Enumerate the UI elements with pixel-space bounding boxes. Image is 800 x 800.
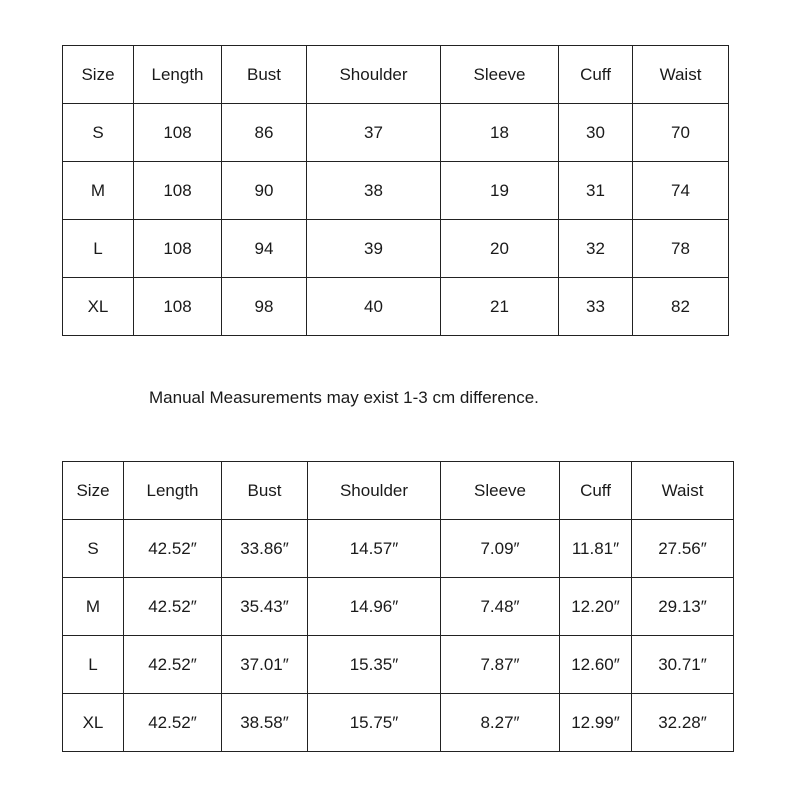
size-label-cell: XL bbox=[63, 278, 134, 336]
column-header: Waist bbox=[632, 462, 734, 520]
measurement-cell: 37 bbox=[307, 104, 441, 162]
table-row bbox=[63, 694, 734, 752]
measurement-cell: 35.43″ bbox=[222, 578, 308, 636]
measurement-cell: 8.27″ bbox=[441, 694, 560, 752]
measurement-cell: 37.01″ bbox=[222, 636, 308, 694]
size-label-cell: M bbox=[63, 578, 124, 636]
column-header: Shoulder bbox=[307, 46, 441, 104]
size-label-cell: S bbox=[63, 104, 134, 162]
measurement-cell: 108 bbox=[134, 278, 222, 336]
measurement-cell: 15.35″ bbox=[308, 636, 441, 694]
size-label-cell: L bbox=[63, 636, 124, 694]
column-header: Waist bbox=[633, 46, 729, 104]
header-row bbox=[63, 46, 729, 104]
measurement-cell: 27.56″ bbox=[632, 520, 734, 578]
size-chart-cm bbox=[62, 45, 729, 336]
measurement-cell: 33.86″ bbox=[222, 520, 308, 578]
measurement-cell: 86 bbox=[222, 104, 307, 162]
measurement-cell: 108 bbox=[134, 162, 222, 220]
measurement-cell: 15.75″ bbox=[308, 694, 441, 752]
table-row bbox=[63, 278, 729, 336]
column-header: Cuff bbox=[559, 46, 633, 104]
header-row bbox=[63, 462, 734, 520]
measurement-cell: 82 bbox=[633, 278, 729, 336]
measurement-cell: 20 bbox=[441, 220, 559, 278]
measurement-cell: 70 bbox=[633, 104, 729, 162]
measurement-cell: 30 bbox=[559, 104, 633, 162]
measurement-cell: 29.13″ bbox=[632, 578, 734, 636]
column-header: Bust bbox=[222, 46, 307, 104]
measurement-cell: 108 bbox=[134, 104, 222, 162]
measurement-cell: 14.96″ bbox=[308, 578, 441, 636]
column-header: Sleeve bbox=[441, 46, 559, 104]
measurement-cell: 12.99″ bbox=[560, 694, 632, 752]
measurement-cell: 32.28″ bbox=[632, 694, 734, 752]
measurement-cell: 7.48″ bbox=[441, 578, 560, 636]
measurement-cell: 39 bbox=[307, 220, 441, 278]
measurement-cell: 38 bbox=[307, 162, 441, 220]
size-label-cell: L bbox=[63, 220, 134, 278]
measurement-cell: 42.52″ bbox=[124, 636, 222, 694]
measurement-cell: 14.57″ bbox=[308, 520, 441, 578]
measurement-cell: 42.52″ bbox=[124, 694, 222, 752]
table-row bbox=[63, 636, 734, 694]
measurement-cell: 40 bbox=[307, 278, 441, 336]
table-row bbox=[63, 578, 734, 636]
measurement-cell: 90 bbox=[222, 162, 307, 220]
measurement-cell: 38.58″ bbox=[222, 694, 308, 752]
size-chart-inch bbox=[62, 461, 734, 752]
table-row bbox=[63, 104, 729, 162]
size-label-cell: M bbox=[63, 162, 134, 220]
measurement-cell: 108 bbox=[134, 220, 222, 278]
column-header: Sleeve bbox=[441, 462, 560, 520]
column-header: Shoulder bbox=[308, 462, 441, 520]
column-header: Cuff bbox=[560, 462, 632, 520]
column-header: Size bbox=[63, 46, 134, 104]
size-label-cell: S bbox=[63, 520, 124, 578]
measurement-cell: 78 bbox=[633, 220, 729, 278]
measurement-cell: 33 bbox=[559, 278, 633, 336]
measurement-cell: 42.52″ bbox=[124, 578, 222, 636]
measurement-cell: 32 bbox=[559, 220, 633, 278]
column-header: Length bbox=[134, 46, 222, 104]
measurement-cell: 30.71″ bbox=[632, 636, 734, 694]
table-row bbox=[63, 220, 729, 278]
column-header: Bust bbox=[222, 462, 308, 520]
column-header: Length bbox=[124, 462, 222, 520]
measurement-cell: 11.81″ bbox=[560, 520, 632, 578]
measurement-note: Manual Measurements may exist 1-3 cm difference. bbox=[149, 388, 539, 407]
measurement-cell: 18 bbox=[441, 104, 559, 162]
measurement-cell: 21 bbox=[441, 278, 559, 336]
table-row bbox=[63, 162, 729, 220]
measurement-cell: 98 bbox=[222, 278, 307, 336]
measurement-cell: 12.20″ bbox=[560, 578, 632, 636]
measurement-cell: 12.60″ bbox=[560, 636, 632, 694]
column-header: Size bbox=[63, 462, 124, 520]
measurement-cell: 31 bbox=[559, 162, 633, 220]
measurement-cell: 19 bbox=[441, 162, 559, 220]
measurement-cell: 94 bbox=[222, 220, 307, 278]
measurement-cell: 74 bbox=[633, 162, 729, 220]
measurement-cell: 7.09″ bbox=[441, 520, 560, 578]
measurement-cell: 7.87″ bbox=[441, 636, 560, 694]
table-row bbox=[63, 520, 734, 578]
size-label-cell: XL bbox=[63, 694, 124, 752]
measurement-cell: 42.52″ bbox=[124, 520, 222, 578]
